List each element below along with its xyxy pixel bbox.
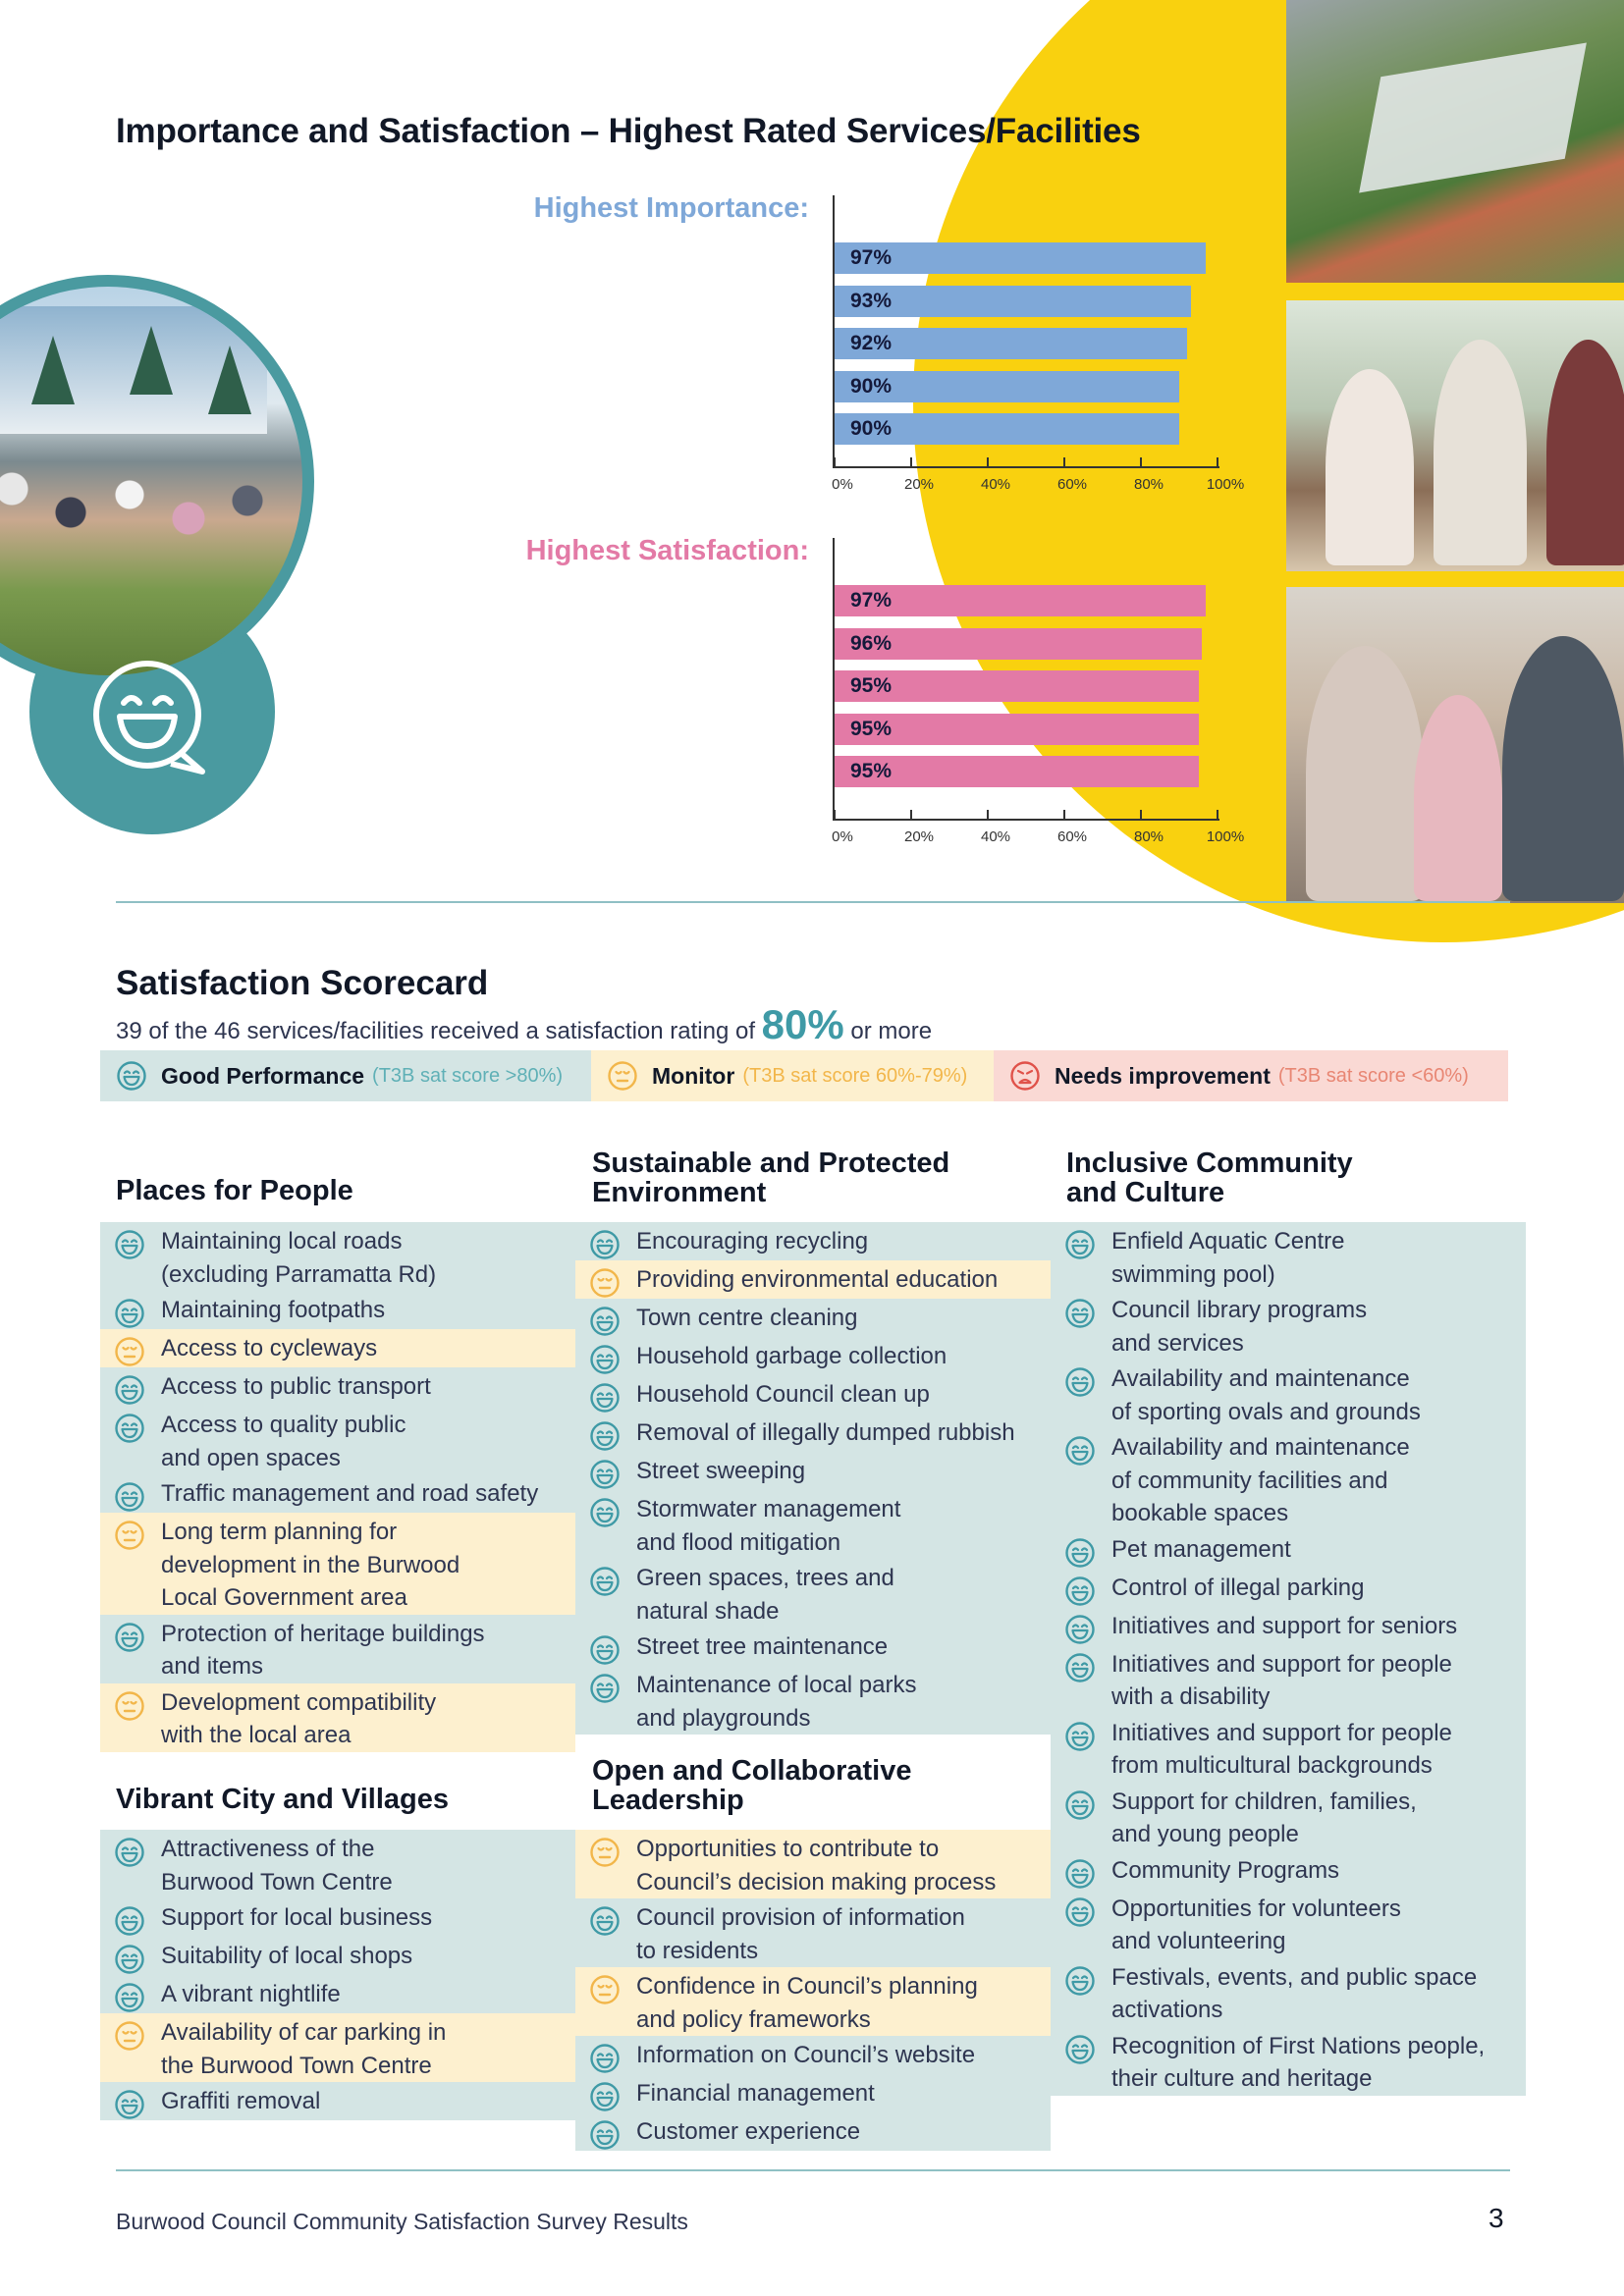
list-item-text: Recognition of First Nations people, their culture and heritage <box>1111 2032 1486 2092</box>
list-item <box>1051 1428 1526 1530</box>
importance-tick-label: 20% <box>903 476 935 493</box>
satisfaction-value-label: 96% <box>850 631 893 655</box>
happy-face-icon <box>589 1459 621 1490</box>
list-item <box>100 1513 575 1615</box>
satisfaction-tick-label: 80% <box>1133 828 1164 845</box>
happy-face-icon <box>589 1420 621 1452</box>
list-item <box>1051 1851 1526 1890</box>
satisfaction-chart-title: Highest Satisfaction: <box>525 535 809 566</box>
list-item-text: Initiatives and support for people from multicultural backgrounds <box>1111 1719 1452 1779</box>
satisfaction-tick <box>987 810 989 820</box>
tree-shape <box>31 336 75 404</box>
list-item <box>1051 2027 1526 2096</box>
importance-tick <box>1217 457 1218 467</box>
list-item <box>575 1967 1051 2036</box>
happy-face-icon <box>1064 1575 1096 1607</box>
legend-needs-improvement <box>994 1050 1508 1101</box>
list-item-text: Opportunities to contribute to Council’s decision making process <box>636 1836 997 1896</box>
list-places <box>100 1222 575 1752</box>
satisfaction-tick-label: 20% <box>903 828 935 845</box>
importance-chart-title: Highest Importance: <box>533 192 809 224</box>
list-item-text: Household garbage collection <box>636 1343 947 1369</box>
list-item-text: Town centre cleaning <box>636 1305 858 1331</box>
list-item-text: Pet management <box>1111 1535 1291 1563</box>
column-title-sustainable: Sustainable and Protected Environment <box>592 1148 950 1208</box>
happy-face-icon <box>114 1229 145 1260</box>
footer-text: Burwood Council Community Satisfaction Survey Results <box>116 2209 688 2234</box>
list-item <box>100 1406 575 1474</box>
person-shape <box>1414 695 1502 901</box>
satisfaction-tick-label: 100% <box>1206 828 1245 845</box>
importance-tick <box>1063 457 1065 467</box>
legend-good <box>100 1050 591 1101</box>
list-item <box>575 1299 1051 1337</box>
list-item-text: Encouraging recycling <box>636 1228 869 1255</box>
happy-face-icon <box>589 1306 621 1337</box>
cooking-women-photo <box>1286 300 1624 571</box>
neutral-face-icon <box>589 1837 621 1868</box>
importance-value-label: 90% <box>850 417 893 440</box>
scorecard-subtitle <box>116 1001 932 1048</box>
list-item <box>1051 1890 1526 1958</box>
list-item <box>100 1615 575 1683</box>
list-item <box>100 1937 575 1975</box>
list-item <box>575 1830 1051 1898</box>
satisfaction-tick <box>1217 810 1218 820</box>
neutral-face-icon <box>607 1060 638 1092</box>
neutral-face-icon <box>114 2020 145 2052</box>
list-item <box>100 1367 575 1406</box>
satisfaction-tick-label: 40% <box>980 828 1011 845</box>
list-item-text: Availability and maintenance of sporting ovals and grounds <box>1111 1365 1421 1425</box>
column-title-leadership: Open and Collaborative Leadership <box>592 1755 912 1816</box>
importance-tick-label: 100% <box>1206 476 1245 493</box>
tree-shape <box>130 326 173 395</box>
happy-face-icon <box>114 1982 145 2013</box>
happy-face-icon <box>1064 1366 1096 1398</box>
list-item <box>575 2112 1051 2151</box>
happy-face-icon <box>114 1622 145 1653</box>
list-item <box>575 1490 1051 1559</box>
happy-face-icon <box>589 2081 621 2112</box>
satisfaction-tick <box>1140 810 1142 820</box>
happy-face-icon <box>1064 1896 1096 1928</box>
importance-tick <box>910 457 912 467</box>
list-item-text: Household Council clean up <box>636 1381 930 1408</box>
list-item <box>1051 1607 1526 1645</box>
list-item-text: Information on Council’s website <box>636 2042 976 2068</box>
happy-face-icon <box>589 1229 621 1260</box>
list-item <box>1051 1783 1526 1851</box>
satisfaction-tick <box>910 810 912 820</box>
list-item-text: Access to quality public and open spaces <box>161 1412 406 1471</box>
list-item <box>100 1898 575 1937</box>
page-title: Importance and Satisfaction – Highest Rated Services/Facilities <box>116 112 1141 150</box>
list-item <box>1051 1714 1526 1783</box>
list-item-text: Support for local business <box>161 1904 433 1931</box>
happy-face-icon <box>1064 1229 1096 1260</box>
list-item <box>1051 1530 1526 1569</box>
list-item-text: Council provision of information to residents <box>636 1904 965 1964</box>
happy-face-icon <box>589 1634 621 1666</box>
list-item-text: Development compatibility with the local area <box>161 1688 437 1748</box>
subtitle-text: 39 of the 46 services/facilities received a satisfaction rating of <box>116 1018 762 1044</box>
satisfaction-tick <box>834 810 836 820</box>
list-item <box>575 1260 1051 1299</box>
list-item-text: A vibrant nightlife <box>161 1981 341 2007</box>
list-item-text: Removal of illegally dumped rubbish <box>636 1419 1015 1446</box>
legend-good-label: Good Performance <box>161 1062 365 1089</box>
list-item <box>575 1375 1051 1414</box>
list-item-text: Control of illegal parking <box>1111 1574 1365 1601</box>
list-item-text: Access to cycleways <box>161 1335 378 1362</box>
happy-face-icon <box>1064 1298 1096 1329</box>
happy-face-icon <box>589 1905 621 1937</box>
happy-face-icon <box>1064 1965 1096 1997</box>
list-item-text: Availability of car parking in the Burwood Town Centre <box>161 2019 447 2079</box>
happy-face-icon <box>114 1481 145 1513</box>
list-item-text: Long term planning for development in the Burwood Local Government area <box>161 1519 460 1611</box>
list-item <box>575 2036 1051 2074</box>
subtitle-highlight: 80% <box>761 1001 844 1047</box>
happy-face-icon <box>114 1905 145 1937</box>
importance-x-axis <box>833 466 1219 468</box>
happy-face-icon <box>1064 1614 1096 1645</box>
list-item <box>575 1337 1051 1375</box>
list-item <box>100 1222 575 1291</box>
importance-tick <box>1140 457 1142 467</box>
list-inclusive <box>1051 1222 1526 2096</box>
list-item <box>100 1474 575 1513</box>
satisfaction-value-label: 95% <box>850 674 893 697</box>
page-number: 3 <box>1489 2203 1504 2233</box>
list-item <box>575 1666 1051 1735</box>
satisfaction-tick-label: 0% <box>832 828 853 845</box>
list-item <box>100 1683 575 1752</box>
column-title-places: Places for People <box>116 1175 353 1206</box>
list-item-text: Suitability of local shops <box>161 1943 413 1969</box>
satisfaction-x-axis <box>833 819 1219 821</box>
list-item <box>100 2013 575 2082</box>
subtitle-text-end: or more <box>843 1018 933 1044</box>
list-item <box>575 1559 1051 1628</box>
importance-y-axis <box>833 195 835 466</box>
crowd-shape <box>0 454 302 571</box>
park-aerial-photo <box>1286 0 1624 283</box>
happy-face-icon <box>589 1566 621 1597</box>
list-item-text: Festivals, events, and public space activations <box>1111 1963 1478 2023</box>
list-item-text: Initiatives and support for seniors <box>1111 1612 1458 1639</box>
list-item-text: Protection of heritage buildings and items <box>161 1620 485 1680</box>
happy-face-icon <box>1064 1435 1096 1467</box>
list-item-text: Graffiti removal <box>161 2088 321 2114</box>
list-item <box>575 1222 1051 1260</box>
importance-tick-label: 80% <box>1133 476 1164 493</box>
list-item <box>1051 1291 1526 1360</box>
list-sustainable <box>575 1222 1051 1735</box>
person-shape <box>1502 636 1624 901</box>
list-item-text: Opportunities for volunteers and volunteering <box>1111 1895 1401 1954</box>
importance-tick-label: 0% <box>832 476 853 493</box>
legend-good-note: (T3B sat score >80%) <box>372 1064 564 1087</box>
person-shape <box>1546 340 1624 565</box>
happy-face-icon <box>589 2119 621 2151</box>
column-title-vibrant: Vibrant City and Villages <box>116 1784 449 1815</box>
list-item <box>1051 1360 1526 1428</box>
list-item <box>100 1329 575 1367</box>
happy-face-icon <box>589 2043 621 2074</box>
happy-face-icon <box>1064 1789 1096 1821</box>
satisfaction-tick-label: 60% <box>1056 828 1088 845</box>
list-item <box>575 1898 1051 1967</box>
list-item-text: Attractiveness of the Burwood Town Centre <box>161 1836 393 1896</box>
list-item <box>1051 1958 1526 2027</box>
neutral-face-icon <box>589 1974 621 2005</box>
happy-face-icon <box>1064 1721 1096 1752</box>
happy-face-icon <box>116 1060 147 1092</box>
list-item <box>575 1628 1051 1666</box>
legend-bad-label: Needs improvement <box>1055 1062 1271 1089</box>
list-item-text: Maintenance of local parks and playgrounds <box>636 1672 917 1732</box>
happy-face-icon <box>114 1413 145 1444</box>
happy-face-icon <box>114 1298 145 1329</box>
happy-face-icon <box>1064 1652 1096 1683</box>
person-shape <box>1326 369 1414 565</box>
list-item-text: Providing environmental education <box>636 1266 999 1293</box>
happy-face-icon <box>114 1944 145 1975</box>
importance-value-label: 97% <box>850 246 893 269</box>
list-leadership <box>575 1830 1051 2151</box>
importance-value-label: 93% <box>850 289 893 312</box>
happy-face-icon <box>114 2089 145 2120</box>
satisfaction-value-label: 97% <box>850 589 893 612</box>
scorecard-title: Satisfaction Scorecard <box>116 964 489 1002</box>
tree-shape <box>208 346 251 414</box>
satisfaction-value-label: 95% <box>850 760 893 782</box>
list-vibrant <box>100 1830 575 2120</box>
person-shape <box>1434 340 1527 565</box>
neutral-face-icon <box>114 1520 145 1551</box>
list-item <box>1051 1569 1526 1607</box>
importance-tick <box>987 457 989 467</box>
column-title-inclusive: Inclusive Community and Culture <box>1066 1148 1353 1208</box>
importance-tick-label: 60% <box>1056 476 1088 493</box>
importance-tick <box>834 457 836 467</box>
list-item-text: Maintaining local roads (excluding Parramatta Rd) <box>161 1228 437 1288</box>
list-item-text: Green spaces, trees and natural shade <box>636 1565 894 1625</box>
list-item-text: Access to public transport <box>161 1373 431 1400</box>
importance-value-label: 92% <box>850 332 893 354</box>
happy-face-icon <box>589 1344 621 1375</box>
list-item-text: Community Programs <box>1111 1856 1340 1884</box>
sad-face-icon <box>1009 1060 1041 1092</box>
legend-bad-note: (T3B sat score <60%) <box>1277 1064 1469 1087</box>
satisfaction-value-label: 95% <box>850 717 893 740</box>
happy-face-icon <box>114 1374 145 1406</box>
list-item <box>575 1414 1051 1452</box>
list-item <box>1051 1645 1526 1714</box>
happy-face-icon <box>589 1673 621 1704</box>
list-item-text: Enfield Aquatic Centre swimming pool) <box>1111 1228 1345 1288</box>
shade-sail-shape <box>1359 43 1587 193</box>
neutral-face-icon <box>114 1690 145 1722</box>
list-item <box>100 1975 575 2013</box>
legend-monitor-note: (T3B sat score 60%-79%) <box>742 1064 968 1087</box>
list-item-text: Financial management <box>636 2080 875 2107</box>
happy-face-icon <box>1064 1537 1096 1569</box>
list-item-text: Customer experience <box>636 2118 861 2145</box>
list-item-text: Availability and maintenance of community facilities and bookable spaces <box>1111 1434 1410 1526</box>
legend-monitor-label: Monitor <box>652 1062 735 1089</box>
family-photo <box>1286 587 1624 903</box>
list-item-text: Confidence in Council’s planning and policy frameworks <box>636 1973 978 2033</box>
happy-face-icon <box>589 1382 621 1414</box>
happy-face-icon <box>114 1837 145 1868</box>
list-item <box>575 1452 1051 1490</box>
neutral-face-icon <box>114 1336 145 1367</box>
list-item-text: Stormwater management and flood mitigation <box>636 1496 901 1556</box>
list-item <box>100 1830 575 1898</box>
list-item <box>1051 1222 1526 1291</box>
list-item-text: Street sweeping <box>636 1458 806 1484</box>
list-item <box>100 2082 575 2120</box>
list-item-text: Traffic management and road safety <box>161 1480 539 1507</box>
legend-monitor <box>591 1050 994 1101</box>
list-item-text: Maintaining footpaths <box>161 1297 386 1323</box>
happy-face-icon <box>589 1497 621 1528</box>
neutral-face-icon <box>589 1267 621 1299</box>
happy-face-icon <box>1064 2034 1096 2065</box>
list-item <box>100 1291 575 1329</box>
happy-face-icon <box>1064 1858 1096 1890</box>
section-divider <box>116 901 1510 903</box>
importance-tick-label: 40% <box>980 476 1011 493</box>
list-item <box>575 2074 1051 2112</box>
satisfaction-tick <box>1063 810 1065 820</box>
list-item-text: Support for children, families, and young people <box>1111 1788 1417 1847</box>
happy-chat-icon <box>86 656 214 783</box>
list-item-text: Initiatives and support for people with a disability <box>1111 1650 1452 1710</box>
list-item-text: Street tree maintenance <box>636 1633 889 1660</box>
person-shape <box>1306 646 1424 901</box>
importance-value-label: 90% <box>850 374 893 398</box>
footer-divider <box>116 2169 1510 2171</box>
list-item-text: Council library programs and services <box>1111 1297 1368 1357</box>
satisfaction-y-axis <box>833 538 835 819</box>
